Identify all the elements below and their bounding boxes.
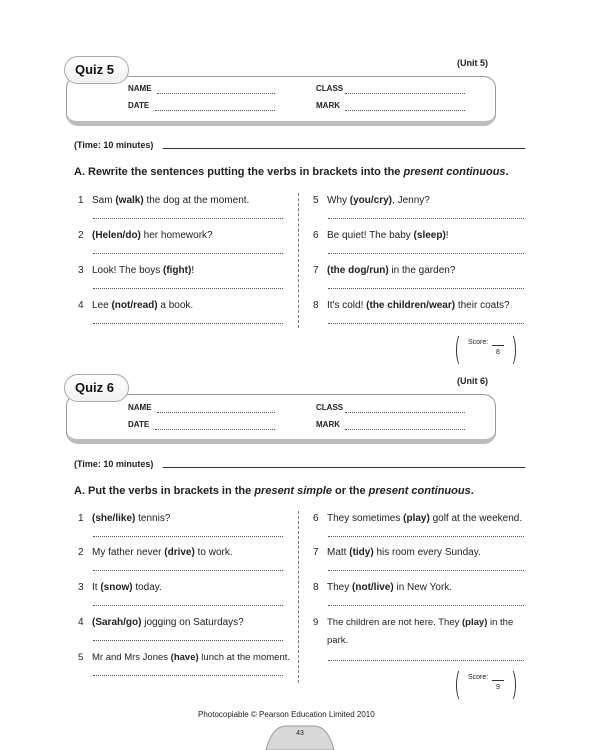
quiz6-instructions-tense-1: present simple [254, 485, 332, 497]
quiz6-item-9 [313, 616, 513, 629]
quiz6-answer-line-8[interactable] [328, 605, 524, 606]
quiz6-answer-line-9[interactable] [328, 660, 524, 661]
quiz5-item-text: Why [327, 195, 350, 206]
quiz5-answer-line-2[interactable] [93, 253, 283, 254]
quiz6-item-text: The children are not here. They [327, 617, 463, 628]
quiz6-header-box [66, 394, 496, 444]
score-bracket-right [505, 333, 516, 367]
quiz5-score-field[interactable] [492, 345, 504, 346]
quiz5-item-text: , Jenny? [392, 195, 430, 206]
quiz5-item-verb: (the children/wear) [366, 300, 456, 311]
quiz6-item-text: Mr and Mrs Jones [92, 652, 171, 663]
quiz6-item-text: It [92, 582, 101, 593]
quiz5-item-verb: (you/cry) [349, 195, 393, 206]
quiz6-item-text: in New York. [393, 582, 453, 593]
quiz6-answer-line-3[interactable] [93, 605, 283, 606]
quiz5-item-text: Sam [92, 195, 116, 206]
quiz5-item-number: 4 [78, 300, 84, 311]
quiz5-class-label: CLASS [316, 84, 344, 93]
quiz5-instructions [74, 166, 509, 178]
quiz6-item-number: 1 [78, 513, 84, 524]
quiz6-instructions [74, 485, 474, 497]
quiz5-item-6 [313, 229, 449, 242]
score-bracket-left [456, 333, 467, 367]
quiz6-mark-field[interactable] [345, 429, 465, 430]
quiz6-score-box [456, 668, 516, 702]
copyright-notice: Photocopiable © Pearson Education Limited 2010 [198, 710, 375, 719]
quiz6-class-field[interactable] [345, 412, 465, 413]
quiz6-item-number: 2 [78, 547, 84, 558]
quiz5-unit: (Unit 5) [457, 58, 488, 68]
quiz6-name-label: NAME [128, 403, 152, 412]
quiz6-item-verb: (snow) [100, 582, 133, 593]
quiz5-item-1 [78, 194, 249, 207]
quiz6-item-verb: (play) [462, 617, 488, 628]
quiz5-item-number: 3 [78, 265, 84, 276]
quiz5-item-verb: (fight) [162, 265, 192, 276]
quiz6-answer-line-2[interactable] [93, 570, 283, 571]
quiz6-item-4 [78, 616, 244, 629]
quiz6-item-verb: (Sarah/go) [92, 617, 142, 628]
quiz6-item-number: 4 [78, 617, 84, 628]
quiz6-item-text: tennis? [135, 513, 171, 524]
quiz6-item-text: jogging on Saturdays? [141, 617, 244, 628]
quiz5-title [64, 56, 129, 84]
quiz5-item-number: 5 [313, 195, 319, 206]
quiz6-answer-line-1[interactable] [93, 536, 283, 537]
quiz5-mark-field[interactable] [345, 110, 465, 111]
quiz5-mark-label: MARK [316, 101, 340, 110]
quiz5-name-label: NAME [128, 84, 152, 93]
quiz5-item-text: their coats? [455, 300, 510, 311]
quiz6-item-text: Matt [327, 547, 350, 558]
quiz6-item-2 [78, 546, 233, 559]
quiz5-item-text: the dog at the moment. [143, 195, 250, 206]
quiz6-title-text: Quiz 6 [75, 380, 115, 395]
quiz6-item-text: to work. [194, 547, 233, 558]
quiz6-mark-label: MARK [316, 420, 340, 429]
quiz6-item-number: 9 [313, 617, 319, 628]
quiz5-item-text: Look! The boys [92, 265, 163, 276]
quiz5-class-field[interactable] [345, 93, 465, 94]
quiz5-item-text: It's cold! [327, 300, 367, 311]
quiz6-item-5 [78, 651, 290, 664]
quiz5-column-divider [298, 193, 299, 328]
quiz6-score-total: 9 [496, 684, 500, 691]
quiz6-item-text: today. [132, 582, 162, 593]
quiz6-item-7 [313, 546, 481, 559]
score-bracket-right [505, 668, 516, 702]
quiz6-item-9-line2: park. [327, 635, 349, 646]
quiz6-instructions-suffix: . [470, 485, 474, 497]
quiz5-item-5 [313, 194, 430, 207]
quiz6-item-text: in the [487, 617, 514, 628]
quiz6-item-number: 6 [313, 513, 319, 524]
quiz5-item-text: in the garden? [388, 265, 456, 276]
quiz5-item-text: Be quiet! The baby [327, 230, 414, 241]
quiz6-unit: (Unit 6) [457, 376, 488, 386]
quiz6-time-line [163, 467, 525, 468]
quiz6-item-number: 8 [313, 582, 319, 593]
quiz6-score-label: Score: [468, 674, 489, 681]
quiz5-item-text: Lee [92, 300, 112, 311]
quiz6-answer-line-7[interactable] [328, 570, 524, 571]
quiz5-item-verb: (the dog/run) [327, 265, 389, 276]
quiz6-item-text: golf at the weekend. [429, 513, 523, 524]
quiz6-item-verb: (tidy) [349, 547, 374, 558]
quiz6-item-verb: (drive) [164, 547, 195, 558]
quiz6-item-3 [78, 581, 162, 594]
quiz5-item-number: 1 [78, 195, 84, 206]
quiz6-instructions-prefix: A. Put the verbs in brackets in the [74, 485, 255, 497]
quiz6-date-field[interactable] [155, 429, 275, 430]
quiz6-item-verb: (not/live) [352, 582, 394, 593]
quiz6-item-8 [313, 581, 452, 594]
quiz6-item-text: his room every Sunday. [373, 547, 481, 558]
quiz5-time: (Time: 10 minutes) [74, 140, 154, 150]
quiz6-item-text: My father never [92, 547, 165, 558]
quiz6-answer-line-5[interactable] [93, 675, 283, 676]
quiz5-answer-line-4[interactable] [93, 323, 283, 324]
quiz5-answer-line-7[interactable] [328, 288, 524, 289]
quiz5-score-total: 8 [496, 349, 500, 356]
quiz6-item-6 [313, 512, 522, 525]
quiz6-item-number: 7 [313, 547, 319, 558]
quiz5-item-text: her homework? [140, 230, 213, 241]
quiz5-name-field[interactable] [157, 93, 275, 94]
quiz6-item-1 [78, 512, 170, 525]
page-number: 43 [296, 730, 304, 737]
quiz5-item-3 [78, 264, 194, 277]
quiz5-date-label: DATE [128, 101, 150, 110]
quiz5-instructions-suffix: . [505, 166, 509, 178]
quiz5-date-field[interactable] [155, 110, 275, 111]
quiz5-item-8 [313, 299, 510, 312]
score-bracket-left [456, 668, 467, 702]
quiz5-title-text: Quiz 5 [75, 62, 115, 77]
quiz6-item-number: 5 [78, 652, 84, 663]
quiz5-time-line [163, 148, 525, 149]
quiz5-answer-line-8[interactable] [328, 323, 524, 324]
quiz5-answer-line-6[interactable] [328, 253, 524, 254]
quiz6-answer-line-4[interactable] [93, 640, 283, 641]
quiz5-score-box [456, 333, 516, 367]
quiz5-item-number: 7 [313, 265, 319, 276]
quiz5-item-4 [78, 299, 193, 312]
quiz5-answer-line-3[interactable] [93, 288, 283, 289]
quiz6-item-verb: (have) [170, 652, 199, 663]
quiz5-item-verb: (sleep) [413, 230, 446, 241]
quiz5-item-number: 2 [78, 230, 84, 241]
quiz5-item-2 [78, 229, 213, 242]
quiz5-item-number: 8 [313, 300, 319, 311]
quiz5-item-text: ! [191, 265, 195, 276]
quiz5-score-label: Score: [468, 339, 489, 346]
quiz6-date-label: DATE [128, 420, 150, 429]
quiz5-instructions-prefix: A. Rewrite the sentences putting the verbs in brackets into the [74, 166, 404, 178]
quiz6-instructions-tense-2: present continuous [368, 485, 471, 497]
quiz6-answer-line-6[interactable] [328, 536, 524, 537]
quiz6-time: (Time: 10 minutes) [74, 459, 154, 469]
quiz5-item-verb: (Helen/do) [92, 230, 141, 241]
quiz5-item-7 [313, 264, 455, 277]
quiz5-item-verb: (walk) [115, 195, 144, 206]
quiz6-score-field[interactable] [492, 680, 504, 681]
quiz6-item-text: They [327, 582, 353, 593]
quiz6-item-text: They sometimes [327, 513, 404, 524]
quiz5-instructions-tense: present continuous [403, 166, 506, 178]
quiz6-name-field[interactable] [157, 412, 275, 413]
quiz5-item-text: ! [445, 230, 449, 241]
quiz6-column-divider [298, 511, 299, 683]
quiz6-item-text: lunch at the moment. [198, 652, 291, 663]
quiz6-item-verb: (play) [403, 513, 430, 524]
quiz6-item-verb: (she/like) [92, 513, 136, 524]
quiz5-item-number: 6 [313, 230, 319, 241]
quiz5-item-text: a book. [157, 300, 194, 311]
quiz6-title [64, 374, 129, 402]
quiz5-answer-line-1[interactable] [93, 218, 283, 219]
quiz5-item-verb: (not/read) [111, 300, 158, 311]
quiz6-item-number: 3 [78, 582, 84, 593]
quiz6-class-label: CLASS [316, 403, 344, 412]
quiz5-answer-line-5[interactable] [328, 218, 524, 219]
quiz6-instructions-mid: or the [331, 485, 369, 497]
